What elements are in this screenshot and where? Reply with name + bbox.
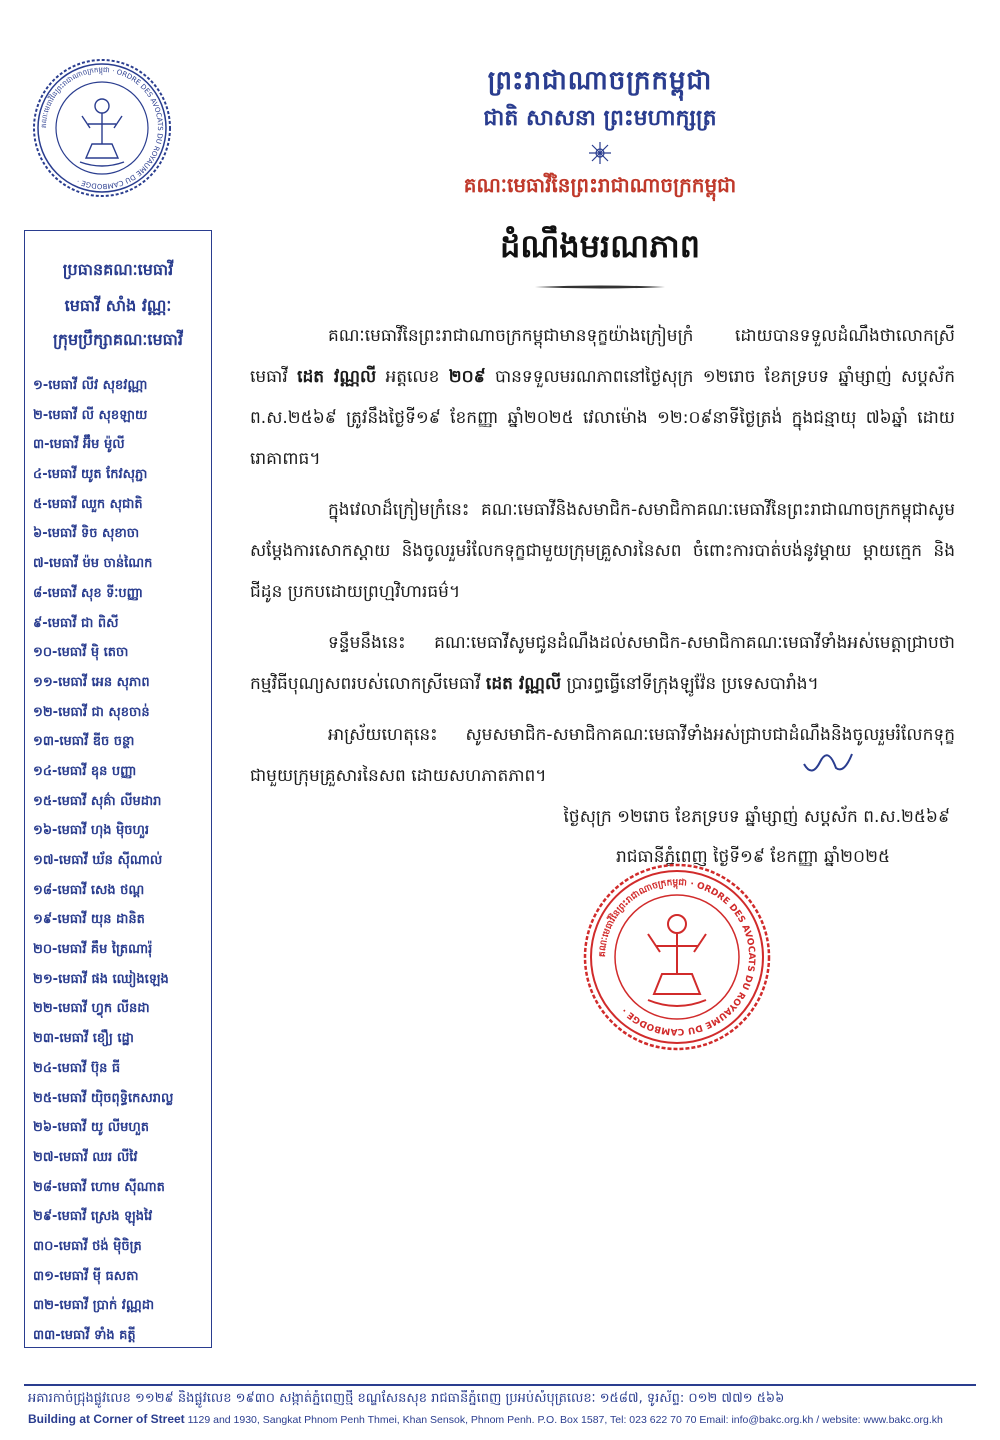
council-member-item: ៦-មេធាវី ទិច សុខាចា	[33, 526, 140, 542]
paragraph-closing: អាស្រ័យហេតុនេះ សូមសមាជិក-សមាជិកាគណៈមេធាវីទាំងអស់ជ្រាបជាដំណឹងនិងចូលរួមរំលែកទុក្ខជាមួយក្រុមគ្រួសារនៃសព ដោយសហភាតភាព។	[250, 725, 955, 786]
council-member-item: ២០-មេធាវី គឹម ត្រៃណារ៉ុ	[33, 942, 153, 958]
place-and-date: រាជធានីភ្នំពេញ ថ្ងៃទី១៩ ខែកញ្ញា ឆ្នាំ២០២៥	[615, 847, 890, 867]
ornament-icon	[560, 138, 640, 168]
council-member-item: ៧-មេធាវី ម៉ម ចាន់ណៃក	[33, 556, 153, 572]
council-member-item: ៥-មេធាវី ឈួក សុជាតិ	[33, 496, 143, 512]
council-member-item: ៣០-មេធាវី ថង់ ម៉ិចិត្រ	[33, 1238, 142, 1254]
notice-body	[250, 316, 955, 807]
council-member-item: ៣៣-មេធាវី ទាំង គត្តី	[33, 1328, 136, 1343]
title-divider	[535, 284, 665, 290]
bar-association-seal-red	[582, 862, 772, 1052]
council-member-item: ២៦-មេធាវី យូ លីមហួត	[33, 1120, 150, 1136]
red-seal-text: គណៈមេធាវីនៃព្រះរាជាណាចក្រកម្ពុជា · ORDRE DES AVOCATS DU ROYAUME DU CAMBODGE ·	[597, 877, 757, 1037]
council-member-item: ២-មេធាវី លី សុខឡាយ	[33, 407, 148, 423]
deceased-name-repeat: ដេត វណ្ណលី	[485, 674, 562, 694]
council-member-item: ២៨-មេធាវី ហោម ស៊ីណាត	[33, 1179, 165, 1195]
paragraph-condolence: ក្នុងវេលាដ៏ក្រៀមក្រំនេះ គណៈមេធាវីនិងសមាជិក-សមាជិកាគណៈមេធាវីនៃព្រះរាជាណាចក្រកម្ពុជាសូមសម្ដែងការសោកស្ដាយ និងចូលរួមរំលែកទុក្ខជាមួយក្រុមគ្រួសារនៃសព ចំពោះការបាត់បង់នូវម្ដាយ ម្ដាយក្មេក និងជីដូន ប្រកបដោយព្រហ្មវិហារធម៌។	[250, 500, 955, 602]
president-heading: ប្រធានគណៈមេធាវី	[62, 260, 174, 279]
council-member-item: ២៥-មេធាវី យ៉ិចពុទ្ធិកេសរាល្ល	[33, 1090, 174, 1106]
council-member-item: ៣-មេធាវី អ៊ឹម ម៉ូលី	[33, 437, 125, 453]
national-motto: ជាតិ សាសនា ព្រះមហាក្សត្រ	[483, 105, 717, 131]
council-member-item: ២៧-មេធាវី ឈរ លីវៃ	[33, 1149, 138, 1165]
council-member-item: ១៨-មេធាវី សេង ថណ្ដ	[33, 882, 145, 898]
council-member-item: ១៦-មេធាវី ហុង ម៉ិចហួរ	[33, 823, 150, 839]
footer-address-english: Building at Corner of Street 1129 and 1930, Sangkat Phnom Penh Thmei, Khan Sensok, Phnom Penh. P.O. Box 1587, Tel: 023 622 70 70 Email: info@bakc.org.kh / website: www.bakc.org.kh	[28, 1412, 943, 1426]
council-member-item: ២១-មេធាវី ផង ឈៀងឡេង	[33, 971, 169, 987]
council-member-item: ១៣-មេធាវី ឌីច ចន្ថា	[33, 734, 135, 750]
bar-association-seal-blue	[32, 58, 172, 198]
president-name: មេធាវី សាំង វណ្ណៈ	[64, 296, 172, 315]
council-member-item: ១២-មេធាវី ជា សុខចាន់	[33, 704, 150, 720]
document-title: ដំណឹងមរណភាព	[500, 227, 700, 265]
council-member-item: ២៤-មេធាវី ប៊ុន ធី	[33, 1060, 121, 1076]
council-heading: ក្រុមប្រឹក្សាគណៈមេធាវី	[53, 330, 183, 349]
paragraph-funeral: ទន្ទឹមនឹងនេះ គណៈមេធាវីសូមជូនដំណឹងដល់សមាជិក-សមាជិកាគណៈមេធាវីទាំងអស់មេត្តាជ្រាបថា កម្មវិធីបុណ្យសពរបស់លោកស្រីមេធាវី ដេត វណ្ណលី ប្រារព្ធធ្វើនៅទីក្រុងឡូវ៉ែន ប្រទេសបារាំង។	[250, 633, 955, 694]
council-member-item: ៤-មេធាវី យូត កែវសុភ្ជា	[33, 467, 148, 483]
council-member-item: ៩-មេធាវី ជា ពិសី	[33, 615, 119, 631]
council-members-panel	[24, 230, 212, 1348]
kingdom-heading: ព្រះរាជាណាចក្រកម្ពុជា	[487, 66, 713, 96]
deceased-name: ដេត វណ្ណលី	[297, 367, 377, 387]
organization-name: គណៈមេធាវីនៃព្រះរាជាណាចក្រកម្ពុជា	[463, 173, 737, 197]
council-member-item: ២៩-មេធាវី ស្រេង ឡុងវៃ	[33, 1209, 153, 1225]
council-member-list	[33, 371, 209, 1351]
blue-seal-text: គណៈមេធាវីនៃព្រះរាជាណាចក្រកម្ពុជា · ORDRE DES AVOCATS DU ROYAUME DU CAMBODGE ·	[39, 65, 165, 191]
council-member-item: ៣១-មេធាវី ម៉ី ធសតា	[33, 1268, 139, 1284]
council-member-item: ១៩-មេធាវី យុន ដានិត	[33, 912, 145, 928]
council-member-item: ៣២-មេធាវី ប្រាក់ វណ្ណដា	[33, 1298, 155, 1314]
registration-number: ២០៩	[448, 367, 486, 387]
council-member-item: ១៧-មេធាវី ឃ័ន ស៊ីណាល់	[33, 853, 163, 868]
council-member-item: ១-មេធាវី លីវ សុខវណ្ណា	[33, 378, 148, 393]
council-member-item: ១៥-មេធាវី សុគ៌ា លីមដារា	[33, 793, 162, 809]
footer-address-khmer: អគារកាច់ជ្រុងផ្លូវលេខ ១១២៩ និងផ្លូវលេខ ១៩៣០ សង្កាត់ភ្នំពេញថ្មី ខណ្ឌសែនសុខ រាជធានីភ្នំពេញ ប្រអប់សំបុត្រលេខៈ ១៥៨៧, ទូរស័ព្ទ: ០១២ ៧៧១ ៥៦៦	[28, 1391, 785, 1406]
council-member-item: ២៣-មេធាវី ខឿ្យ ដ្ឋោ	[33, 1031, 134, 1047]
footer-divider	[24, 1384, 976, 1386]
council-member-item: ២២-មេធាវី ហ្វុក លីនដា	[33, 1001, 150, 1017]
council-member-item: ១១-មេធាវី អេន សុភាព	[33, 674, 150, 690]
paragraph-announcement: គណៈមេធាវីនៃព្រះរាជាណាចក្រកម្ពុជាមានទុក្ខយ៉ាងក្រៀមក្រំ ដោយបានទទួលដំណឹងថាលោកស្រីមេធាវី ដេត វណ្ណលី អត្តលេខ ២០៩ បានទទួលមរណភាពនៅថ្ងៃសុក្រ ១២រោច ខែភទ្របទ ឆ្នាំម្សាញ់ សប្តស័ក ព.ស.២៥៦៩ ត្រូវនឹងថ្ងៃទី១៩ ខែកញ្ញា ឆ្នាំ២០២៥ វេលាម៉ោង ១២:០៩នាទីថ្ងៃត្រង់ ក្នុងជន្មាយុ ៧៦ឆ្នាំ ដោយរោគាពាធ។	[250, 326, 955, 469]
council-member-item: ១០-មេធាវី ម៉ិ តេចា	[33, 645, 129, 661]
council-member-item: ១៤-មេធាវី ឧុន បញ្ញា	[33, 763, 137, 779]
signature-mark	[800, 744, 860, 784]
council-member-item: ៨-មេធាវី សុខ ទីៈបញ្ញា	[33, 585, 143, 601]
lunar-date: ថ្ងៃសុក្រ ១២រោច ខែភទ្របទ ឆ្នាំម្សាញ់ សប្តស័ក ព.ស.២៥៦៩	[563, 807, 950, 827]
